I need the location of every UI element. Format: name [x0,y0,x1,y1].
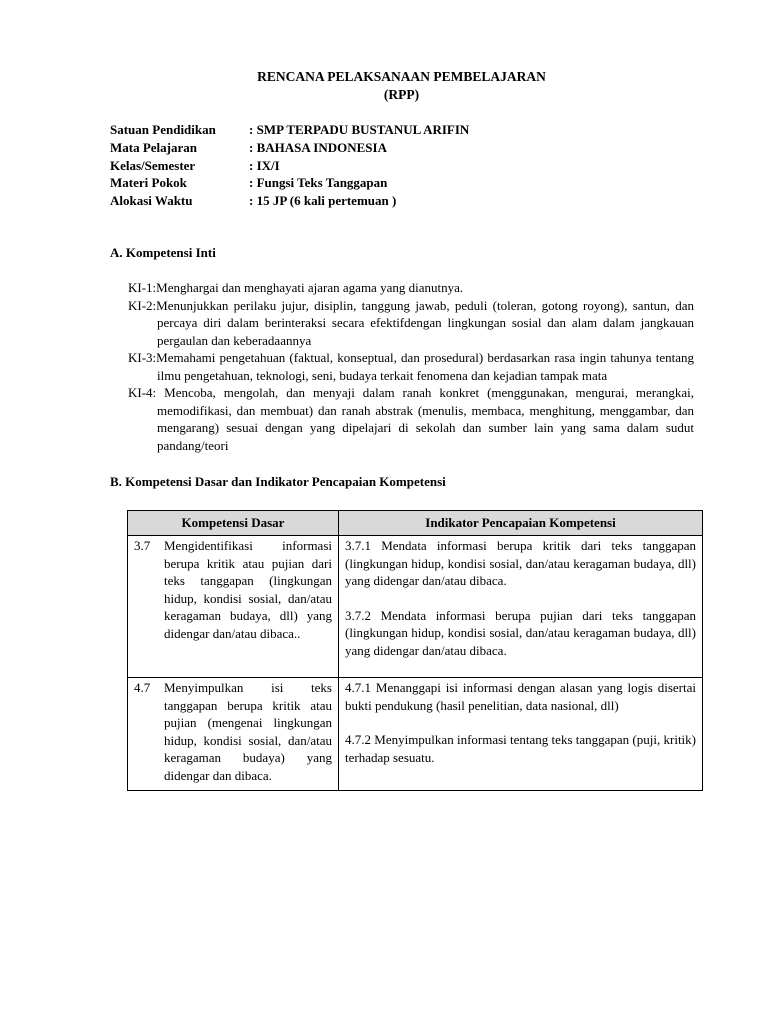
identity-label: Mata Pelajaran [110,139,198,155]
indicator-cell [339,678,703,791]
identity-label: Alokasi Waktu [110,193,193,208]
document-title: RENCANA PELAKSANAAN PEMBELAJARAN [257,69,546,84]
column-header-ipk: Indikator Pencapaian Kompetensi [339,511,703,536]
table-row [128,536,703,678]
ki-item: KI-3:Memahami pengetahuan (faktual, konseptual, dan prosedural) berdasarkan rasa ingin tahunya tentang ilmu pengetahuan, teknologi, seni, budaya terkait fenomena dan kejadian tampak mata [128,350,694,383]
identity-label: Satuan Pendidikan [110,122,216,137]
kd-number: 3.7 [134,538,151,553]
kd-text: Menyimpulkan isi teks tanggapan berupa kritik atau pujian (mengenai lingkungan hidup, kondisi sosial, dan/atau keragaman budaya) yang didengar dan dibaca. [164,680,332,783]
section-a-heading: A. Kompetensi Inti [110,245,216,260]
identity-value: : BAHASA INDONESIA [249,139,387,155]
indicator-item: 3.7.1 Mendata informasi berupa kritik dari teks tanggapan (lingkungan hidup, kondisi sosial, dan/atau keragaman budaya, dll) yang didengar dan/atau dibaca. [345,538,696,588]
identity-label: Materi Pokok [110,175,187,191]
identity-value: : SMP TERPADU BUSTANUL ARIFIN [249,122,470,137]
identity-row [110,192,469,210]
identity-block [110,121,469,210]
indicator-item: 3.7.2 Mendata informasi berupa pujian dari teks tanggapan (lingkungan hidup, kondisi sosial, dan/atau keragaman budaya, dll) yang didengar dan/atau dibaca. [345,607,696,658]
table-row [128,678,703,791]
kd-cell [128,536,339,678]
kd-cell [128,678,339,791]
identity-value: : Fungsi Teks Tanggapan [249,175,388,191]
identity-label: Kelas/Semester [110,157,196,173]
identity-value: : 15 JP (6 kali pertemuan ) [249,193,397,208]
competency-table [127,510,703,791]
ki-item: KI-4: Mencoba, mengolah, dan menyaji dalam ranah konkret (menggunakan, mengurai, merangkai, memodifikasi, dan membuat) dan ranah abstrak (menulis, membaca, menghitung, menggambar, dan mengarang) sesuai dengan yang dipelajari di sekolah dan sumber lain yang sama dalam sudut pandang/teori [128,385,694,453]
identity-row [110,139,469,157]
table-header-row [128,511,703,536]
identity-row [110,174,469,192]
kompetensi-inti-list [128,279,694,454]
indicator-item: 4.7.2 Menyimpulkan informasi tentang teks tanggapan (puji, kritik) terhadap sesuatu. [345,732,696,765]
ki-item: KI-2:Menunjukkan perilaku jujur, disiplin, tanggung jawab, peduli (toleran, gotong royong), santun, dan percaya diri dalam berinteraksi secara efektifdengan lingkungan sosial dan alam dalam jangkauan pergaulan dan keberadaannya [128,297,694,348]
indicator-cell [339,536,703,678]
indicator-item: 4.7.1 Menanggapi isi informasi dengan alasan yang logis disertai bukti pendukung (hasil penelitian, data nasional, dll) [345,680,696,713]
kd-text: Mengidentifikasi informasi berupa kritik atau pujian dari teks tanggapan (lingkungan hidup, kondisi sosial, dan/atau keragaman budaya, dll) yang didengar dan/atau dibaca.. [164,538,332,641]
section-b-heading: B. Kompetensi Dasar dan Indikator Pencapaian Kompetensi [110,474,446,489]
identity-row [110,157,469,175]
document-subtitle: (RPP) [383,87,420,102]
identity-row [110,121,469,139]
column-header-kd: Kompetensi Dasar [128,511,339,536]
kd-number: 4.7 [134,680,151,695]
ki-item: KI-1:Menghargai dan menghayati ajaran agama yang dianutnya. [128,280,464,295]
identity-value: : IX/I [249,157,280,173]
